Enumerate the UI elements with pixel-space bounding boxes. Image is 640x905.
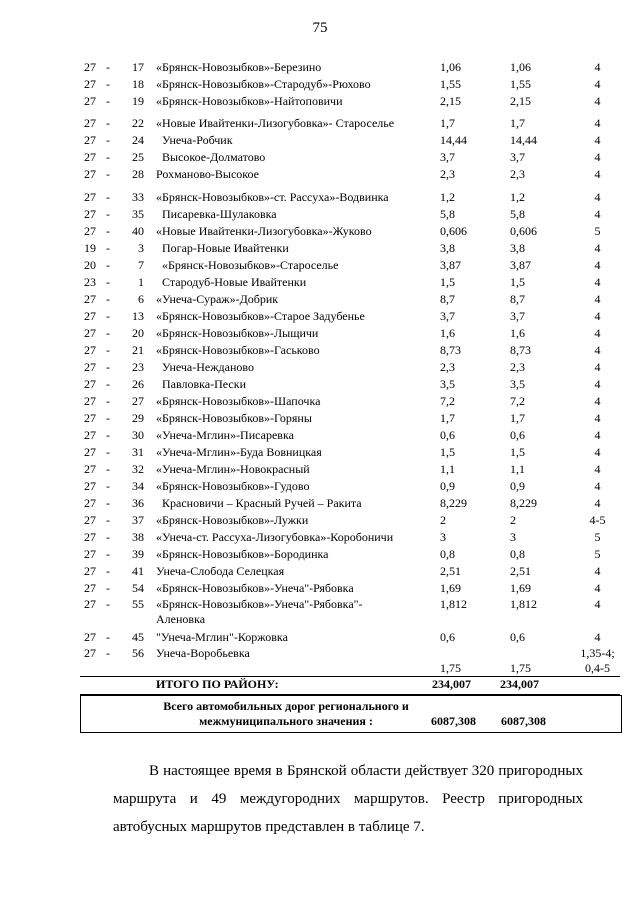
road-length-total: 3,5 [440, 377, 455, 391]
road-code-b: 34 [132, 479, 144, 493]
road-length-total: 2,15 [440, 94, 461, 108]
road-length-paved: 5,8 [510, 207, 525, 221]
road-name: «Новые Ивайтенки-Лизогубовка»-Жуково [156, 224, 372, 238]
road-name: "Унеча-Мглин"-Коржовка [156, 630, 288, 644]
road-name: Павловка-Пески [156, 377, 246, 391]
road-length-total: 0,606 [440, 224, 467, 238]
road-code-a: 27 [84, 394, 96, 408]
code-dash: - [106, 530, 110, 544]
road-code-a: 27 [84, 207, 96, 221]
road-code-a: 27 [84, 133, 96, 147]
road-category: 4 [594, 292, 601, 306]
road-code-a: 19 [84, 241, 96, 255]
table-row [80, 629, 620, 646]
grand-total-value-1: 6087,308 [431, 714, 476, 728]
table-row [80, 359, 620, 376]
table-row [80, 495, 620, 512]
road-category: 4-5 [589, 513, 606, 527]
road-code-b: 40 [132, 224, 144, 238]
road-name: «Унеча-Сураж»-Добрик [156, 292, 279, 306]
road-category: 4 [594, 462, 601, 476]
road-code-b: 39 [132, 547, 144, 561]
total-label: ИТОГО ПО РАЙОНУ: [156, 677, 279, 691]
road-length-total: 1,812 [440, 597, 467, 611]
road-length-paved: 1,7 [510, 116, 525, 130]
code-dash: - [106, 513, 110, 527]
road-category: 5 [594, 547, 601, 561]
road-code-a: 27 [84, 190, 96, 204]
road-length-total: 1,75 [440, 661, 461, 675]
road-name-continued: Аленовка [156, 612, 206, 626]
road-code-b: 25 [132, 150, 144, 164]
code-dash: - [106, 547, 110, 561]
road-code-b: 6 [138, 292, 144, 306]
road-name: «Брянск-Новозыбков»-Найтоповичи [156, 94, 343, 108]
road-code-a: 20 [84, 258, 96, 272]
code-dash: - [106, 394, 110, 408]
road-length-total: 0,9 [440, 479, 455, 493]
road-category: 1,35-4; [580, 646, 615, 660]
road-code-b: 31 [132, 445, 144, 459]
road-length-total: 8,73 [440, 343, 461, 357]
road-category: 4 [594, 630, 601, 644]
code-dash: - [106, 630, 110, 644]
code-dash: - [106, 207, 110, 221]
road-code-a: 27 [84, 60, 96, 74]
road-code-a: 27 [84, 377, 96, 391]
code-dash: - [106, 167, 110, 181]
road-code-b: 45 [132, 630, 144, 644]
road-length-paved: 2,15 [510, 94, 531, 108]
road-name: Погар-Новые Ивайтенки [156, 241, 289, 255]
road-length-paved: 0,9 [510, 479, 525, 493]
road-code-b: 26 [132, 377, 144, 391]
code-dash: - [106, 94, 110, 108]
road-length-paved: 3,5 [510, 377, 525, 391]
road-category: 4 [594, 167, 601, 181]
road-category: 4 [594, 428, 601, 442]
road-name: «Брянск-Новозыбков»-Унеча"-Рябовка"- [156, 597, 363, 611]
road-length-paved: 3 [510, 530, 516, 544]
road-name: Унеча-Слобода Селецкая [156, 564, 285, 578]
road-category: 4 [594, 116, 601, 130]
road-length-paved: 0,6 [510, 428, 525, 442]
road-name: Рохманово-Высокое [156, 167, 260, 181]
page-number: 75 [312, 20, 328, 36]
road-category: 4 [594, 275, 601, 289]
grand-total-label [141, 699, 431, 729]
road-length-paved: 0,6 [510, 630, 525, 644]
road-category: 4 [594, 411, 601, 425]
road-category: 4 [594, 77, 601, 91]
road-code-b: 55 [132, 597, 144, 611]
road-length-total: 3,87 [440, 258, 461, 272]
road-code-a: 27 [84, 77, 96, 91]
body-paragraph [113, 757, 583, 841]
road-name: «Брянск-Новозыбков»-Лыщичи [156, 326, 319, 340]
road-length-paved: 1,7 [510, 411, 525, 425]
road-category: 4 [594, 150, 601, 164]
table-row [80, 529, 620, 546]
road-length-paved: 2,3 [510, 360, 525, 374]
road-code-b: 27 [132, 394, 144, 408]
road-length-paved: 2 [510, 513, 516, 527]
road-length-total: 7,2 [440, 394, 455, 408]
district-total-row [80, 676, 620, 695]
road-length-total: 1,06 [440, 60, 461, 74]
total-value-1: 234,007 [432, 677, 471, 691]
road-code-b: 35 [132, 207, 144, 221]
road-category: 4 [594, 207, 601, 221]
code-dash: - [106, 190, 110, 204]
road-name: «Унеча-Мглин»-Буда Вовницкая [156, 445, 322, 459]
road-code-b: 23 [132, 360, 144, 374]
code-dash: - [106, 377, 110, 391]
road-category: 4 [594, 343, 601, 357]
road-code-b: 32 [132, 462, 144, 476]
road-length-paved: 1,2 [510, 190, 525, 204]
table-row [80, 444, 620, 461]
road-code-b: 36 [132, 496, 144, 510]
code-dash: - [106, 133, 110, 147]
code-dash: - [106, 116, 110, 130]
road-length-paved: 3,7 [510, 309, 525, 323]
code-dash: - [106, 581, 110, 595]
code-dash: - [106, 224, 110, 238]
road-length-total: 1,5 [440, 445, 455, 459]
table-row [80, 597, 620, 629]
road-code-a: 27 [84, 496, 96, 510]
road-code-a: 27 [84, 116, 96, 130]
road-length-total: 8,229 [440, 496, 467, 510]
code-dash: - [106, 411, 110, 425]
code-dash: - [106, 462, 110, 476]
road-code-a: 27 [84, 581, 96, 595]
grand-total-value-2: 6087,308 [501, 714, 546, 728]
road-category: 4 [594, 190, 601, 204]
road-length-total: 0,8 [440, 547, 455, 561]
road-code-b: 33 [132, 190, 144, 204]
code-dash: - [106, 326, 110, 340]
road-category: 4 [594, 326, 601, 340]
table-row [80, 461, 620, 478]
table-row [80, 563, 620, 580]
code-dash: - [106, 292, 110, 306]
road-name: «Новые Ивайтенки-Лизогубовка»- Староселье [156, 116, 395, 130]
road-length-paved: 8,73 [510, 343, 531, 357]
code-dash: - [106, 150, 110, 164]
code-dash: - [106, 479, 110, 493]
code-dash: - [106, 77, 110, 91]
road-length-paved: 1,06 [510, 60, 531, 74]
road-length-paved: 0,606 [510, 224, 537, 238]
road-category: 4 [594, 581, 601, 595]
total-value-2: 234,007 [500, 677, 539, 691]
table-row [80, 478, 620, 495]
table-row [80, 410, 620, 427]
road-category: 4 [594, 564, 601, 578]
road-code-a: 27 [84, 94, 96, 108]
table-row [80, 512, 620, 529]
road-name: «Унеча-Мглин»-Новокрасный [156, 462, 310, 476]
table-row [80, 342, 620, 359]
table-row [80, 59, 620, 76]
road-category: 5 [594, 530, 601, 544]
table-row [80, 546, 620, 563]
table-row [80, 580, 620, 597]
road-name: «Унеча-Мглин»-Писаревка [156, 428, 294, 442]
code-dash: - [106, 275, 110, 289]
table-row [80, 427, 620, 444]
road-name: «Брянск-Новозыбков»-Стародуб»-Рюхово [156, 77, 371, 91]
road-code-b: 29 [132, 411, 144, 425]
road-length-total: 1,5 [440, 275, 455, 289]
road-category: 4 [594, 394, 601, 408]
code-dash: - [106, 428, 110, 442]
road-length-total: 3,7 [440, 309, 455, 323]
road-length-total: 3,8 [440, 241, 455, 255]
table-row [80, 132, 620, 149]
code-dash: - [106, 241, 110, 255]
table-row [80, 189, 620, 206]
table-row [80, 76, 620, 93]
road-length-paved: 1,69 [510, 581, 531, 595]
road-category: 4 [594, 258, 601, 272]
code-dash: - [106, 60, 110, 74]
road-code-a: 27 [84, 462, 96, 476]
road-category: 4 [594, 133, 601, 147]
table-row [80, 223, 620, 240]
road-category: 4 [594, 309, 601, 323]
road-code-a: 27 [84, 326, 96, 340]
road-length-paved: 3,8 [510, 241, 525, 255]
code-dash: - [106, 597, 110, 611]
road-code-b: 19 [132, 94, 144, 108]
road-code-a: 27 [84, 167, 96, 181]
road-category: 4 [594, 360, 601, 374]
table-row [80, 274, 620, 291]
table-row [80, 115, 620, 132]
road-code-a: 27 [84, 428, 96, 442]
road-code-b: 3 [138, 241, 144, 255]
road-name: Красновичи – Красный Ручей – Ракита [156, 496, 362, 510]
road-code-a: 27 [84, 150, 96, 164]
road-code-b: 20 [132, 326, 144, 340]
road-length-paved: 8,7 [510, 292, 525, 306]
road-category: 4 [594, 377, 601, 391]
road-category: 4 [594, 445, 601, 459]
road-category: 4 [594, 597, 601, 611]
road-code-a: 27 [84, 530, 96, 544]
road-length-paved: 3,87 [510, 258, 531, 272]
roads-table [80, 59, 620, 678]
road-length-paved: 8,229 [510, 496, 537, 510]
road-code-a: 27 [84, 343, 96, 357]
road-name: Стародуб-Новые Ивайтенки [156, 275, 307, 289]
road-length-total: 1,2 [440, 190, 455, 204]
road-name: «Брянск-Новозыбков»-ст. Рассуха»-Водвинка [156, 190, 389, 204]
road-category: 5 [594, 224, 601, 238]
road-code-a: 27 [84, 309, 96, 323]
code-dash: - [106, 309, 110, 323]
road-code-b: 21 [132, 343, 144, 357]
road-length-paved: 0,8 [510, 547, 525, 561]
road-length-total: 1,69 [440, 581, 461, 595]
table-row [80, 166, 620, 183]
road-code-a: 27 [84, 597, 96, 611]
code-dash: - [106, 343, 110, 357]
road-name: Унеча-Воробьевка [156, 646, 250, 660]
road-length-total: 3,7 [440, 150, 455, 164]
road-name: Унеча-Нежданово [156, 360, 254, 374]
road-length-paved: 2,3 [510, 167, 525, 181]
road-length-total: 14,44 [440, 133, 467, 147]
table-row [80, 257, 620, 274]
road-code-b: 7 [138, 258, 144, 272]
table-row [80, 393, 620, 410]
road-length-total: 1,6 [440, 326, 455, 340]
road-code-b: 37 [132, 513, 144, 527]
road-length-paved: 1,75 [510, 661, 531, 675]
road-length-paved: 7,2 [510, 394, 525, 408]
grand-total-label-line-1: Всего автомобильных дорог регионального и [163, 699, 409, 713]
code-dash: - [106, 360, 110, 374]
road-name: «Брянск-Новозыбков»-Березино [156, 60, 322, 74]
road-name: Унеча-Робчик [156, 133, 233, 147]
road-code-a: 27 [84, 630, 96, 644]
road-length-total: 0,6 [440, 428, 455, 442]
road-code-b: 1 [138, 275, 144, 289]
code-dash: - [106, 258, 110, 272]
road-category: 4 [594, 496, 601, 510]
road-length-total: 0,6 [440, 630, 455, 644]
road-length-total: 1,1 [440, 462, 455, 476]
road-length-paved: 2,51 [510, 564, 531, 578]
grand-total-label-line-2: межмуниципального значения : [199, 714, 373, 728]
road-length-paved: 14,44 [510, 133, 537, 147]
road-code-a: 23 [84, 275, 96, 289]
road-length-total: 2,3 [440, 360, 455, 374]
road-category: 4 [594, 479, 601, 493]
road-code-b: 13 [132, 309, 144, 323]
road-length-total: 3 [440, 530, 446, 544]
road-name: «Брянск-Новозыбков»-Старое Задубенье [156, 309, 365, 323]
road-code-b: 18 [132, 77, 144, 91]
road-name: «Брянск-Новозыбков»-Горяны [156, 411, 312, 425]
road-code-b: 41 [132, 564, 144, 578]
table-row [80, 206, 620, 223]
code-dash: - [106, 445, 110, 459]
road-length-paved: 1,55 [510, 77, 531, 91]
table-row [80, 240, 620, 257]
table-row [80, 376, 620, 393]
road-category: 4 [594, 60, 601, 74]
road-length-paved: 1,5 [510, 275, 525, 289]
table-row [80, 149, 620, 166]
road-code-a: 27 [84, 360, 96, 374]
road-code-b: 24 [132, 133, 144, 147]
road-code-b: 28 [132, 167, 144, 181]
road-code-b: 56 [132, 646, 144, 660]
road-name: «Брянск-Новозыбков»-Унеча"-Рябовка [156, 581, 354, 595]
road-length-total: 2 [440, 513, 446, 527]
road-length-total: 2,51 [440, 564, 461, 578]
table-row [80, 93, 620, 110]
road-name: «Брянск-Новозыбков»-Лужки [156, 513, 309, 527]
code-dash: - [106, 646, 110, 660]
road-code-a: 27 [84, 445, 96, 459]
road-code-a: 27 [84, 479, 96, 493]
road-code-b: 38 [132, 530, 144, 544]
road-length-total: 1,55 [440, 77, 461, 91]
road-length-total: 8,7 [440, 292, 455, 306]
road-length-total: 2,3 [440, 167, 455, 181]
road-name: Высокое-Долматово [156, 150, 266, 164]
table-row [80, 646, 620, 678]
road-code-a: 27 [84, 564, 96, 578]
road-name: «Брянск-Новозыбков»-Староселье [156, 258, 339, 272]
road-code-a: 27 [84, 646, 96, 660]
grand-total-box [80, 695, 622, 733]
road-length-paved: 1,1 [510, 462, 525, 476]
code-dash: - [106, 564, 110, 578]
road-code-a: 27 [84, 513, 96, 527]
table-row [80, 308, 620, 325]
road-code-a: 27 [84, 292, 96, 306]
road-name: «Унеча-ст. Рассуха-Лизогубовка»-Коробоничи [156, 530, 394, 544]
road-code-a: 27 [84, 547, 96, 561]
road-code-b: 54 [132, 581, 144, 595]
road-name: «Брянск-Новозыбков»-Бородинка [156, 547, 329, 561]
road-category: 4 [594, 94, 601, 108]
road-code-a: 27 [84, 224, 96, 238]
road-length-paved: 1,5 [510, 445, 525, 459]
table-row [80, 325, 620, 342]
code-dash: - [106, 496, 110, 510]
road-category: 4 [594, 241, 601, 255]
road-name: Писаревка-Шулаковка [156, 207, 277, 221]
road-code-b: 17 [132, 60, 144, 74]
road-length-total: 1,7 [440, 411, 455, 425]
road-length-total: 5,8 [440, 207, 455, 221]
road-name: «Брянск-Новозыбков»-Шапочка [156, 394, 321, 408]
road-code-b: 22 [132, 116, 144, 130]
road-code-b: 30 [132, 428, 144, 442]
road-name: «Брянск-Новозыбков»-Гудово [156, 479, 310, 493]
road-code-a: 27 [84, 411, 96, 425]
table-row [80, 291, 620, 308]
road-length-paved: 1,812 [510, 597, 537, 611]
road-category-continued: 0,4-5 [585, 661, 610, 675]
road-length-total: 1,7 [440, 116, 455, 130]
paragraph-text: В настоящее время в Брянской области действует 320 пригородных маршрута и 49 междугородних маршрутов. Реестр пригородных автобусных маршрутов представлен в таблице 7. [113, 763, 583, 835]
road-length-paved: 3,7 [510, 150, 525, 164]
road-name: «Брянск-Новозыбков»-Гаськово [156, 343, 320, 357]
road-length-paved: 1,6 [510, 326, 525, 340]
